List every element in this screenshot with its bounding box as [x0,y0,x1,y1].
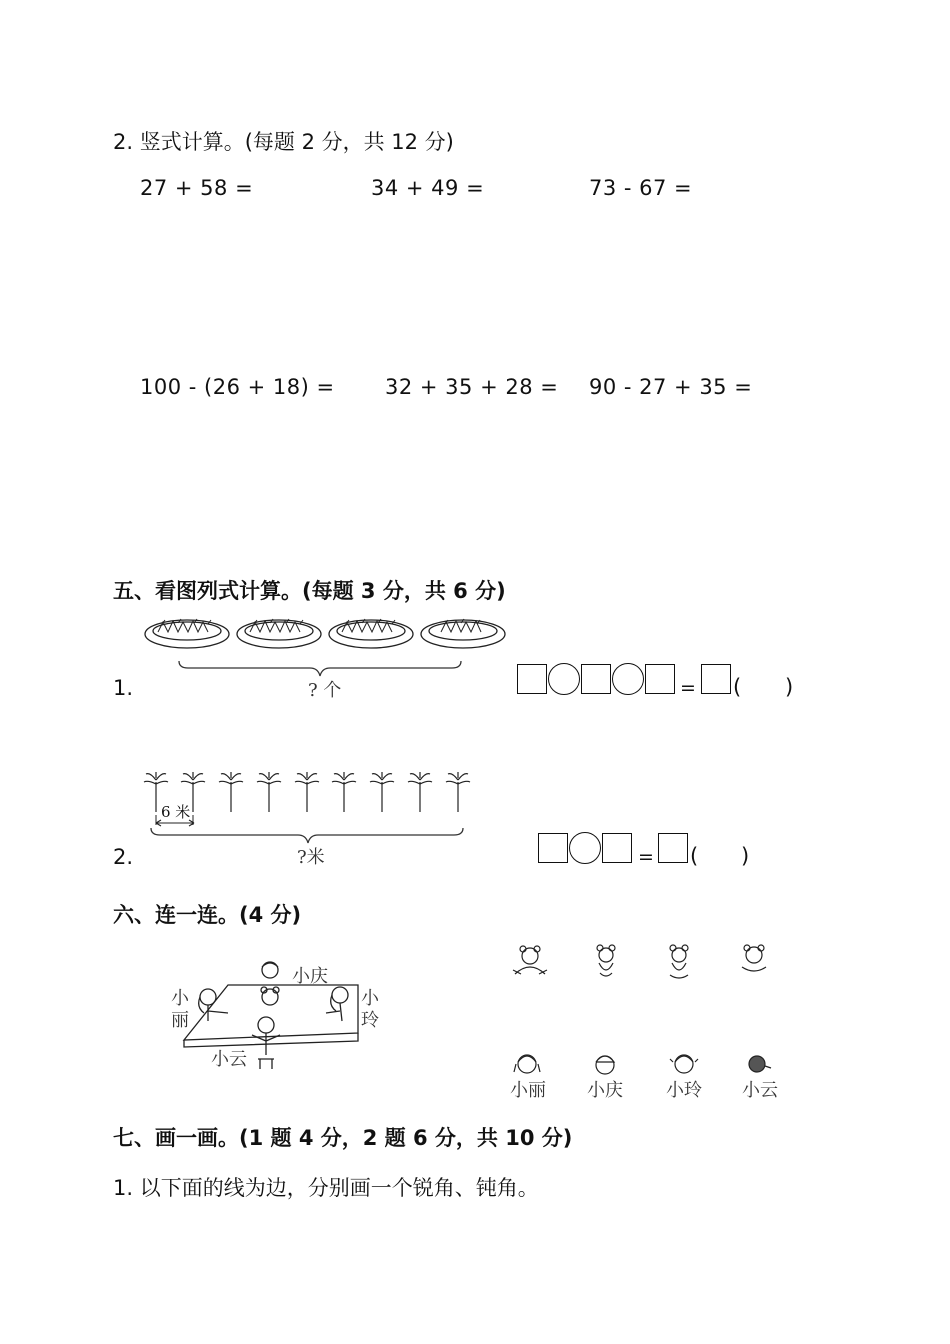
operator-circle-3[interactable] [569,832,601,864]
plate-1 [145,619,229,648]
expression-5: 32 + 35 + 28 = [385,375,559,399]
tree-8 [408,772,432,812]
bear-toy [262,989,278,1005]
scene-label-yun: 小云 [211,1049,247,1070]
answer-box-2[interactable] [581,664,611,694]
table-scene [180,955,370,1075]
name-label-2: 小庆 [587,1080,623,1101]
paren-open-q2: ( [690,844,699,868]
child-li [200,989,216,1005]
expression-3: 73 - 67 = [589,176,693,200]
brace-label-q2: ?米 [297,847,325,868]
bear-view-3-icon[interactable] [664,943,694,981]
distance-label: 6 米 [161,803,191,821]
section5-title: 五、看图列式计算。(每题 3 分，共 6 分) [113,579,506,603]
expression-1: 27 + 58 = [140,176,254,200]
tree-5 [295,772,319,812]
q2-number: 2. [113,845,134,869]
plate-2 [237,619,321,648]
bear-view-2-icon[interactable] [591,943,621,981]
name-label-3: 小玲 [666,1080,702,1101]
plates-illustration [140,612,510,662]
section7-q1: 1. 以下面的线为边，分别画一个锐角、钝角。 [113,1176,539,1200]
tree-7 [370,772,394,812]
q1-number: 1. [113,676,134,700]
operator-circle-1[interactable] [548,663,580,695]
expression-2: 34 + 49 = [371,176,485,200]
bear-view-1-icon[interactable] [511,944,549,980]
section7-title: 七、画一画。(1 题 4 分，2 题 6 分，共 10 分) [113,1126,573,1150]
name-label-4: 小云 [742,1080,778,1101]
operator-circle-2[interactable] [612,663,644,695]
answer-box-3[interactable] [645,664,675,694]
paren-close-q2: ) [741,844,750,868]
trees-illustration [140,770,480,820]
tree-9 [446,772,470,812]
expression-6: 90 - 27 + 35 = [589,375,753,399]
child-ling [332,987,348,1003]
answer-box-result-q1[interactable] [701,664,731,694]
scene-label-ling: 小玲 [361,988,379,1031]
child-yun [258,1017,274,1033]
section6-title: 六、连一连。(4 分) [113,903,302,927]
child-head-yun-icon[interactable] [744,1050,774,1078]
child-head-qing-icon[interactable] [590,1050,620,1078]
expression-4: 100 - (26 + 18) = [140,375,335,399]
bear-view-4-icon[interactable] [738,943,770,975]
plate-4 [421,619,505,648]
scene-label-qing: 小庆 [292,966,328,987]
brace-label-q1: ? 个 [308,680,342,701]
paren-close-q1: ) [785,675,794,699]
tree-6 [332,772,356,812]
child-head-ling-icon[interactable] [668,1050,700,1078]
answer-box-result-q2[interactable] [658,833,688,863]
equals-sign-q2: = [638,846,654,868]
paren-open-q1: ( [733,675,742,699]
plate-3 [329,619,413,648]
tree-3 [219,772,243,812]
answer-box-1[interactable] [517,664,547,694]
child-head-li-icon[interactable] [512,1050,542,1078]
name-label-1: 小丽 [510,1080,546,1101]
q2-title: 2. 竖式计算。(每题 2 分，共 12 分) [113,130,454,154]
tree-4 [257,772,281,812]
scene-label-li: 小丽 [171,988,189,1031]
equals-sign-q1: = [680,677,696,699]
answer-box-5[interactable] [602,833,632,863]
answer-box-4[interactable] [538,833,568,863]
